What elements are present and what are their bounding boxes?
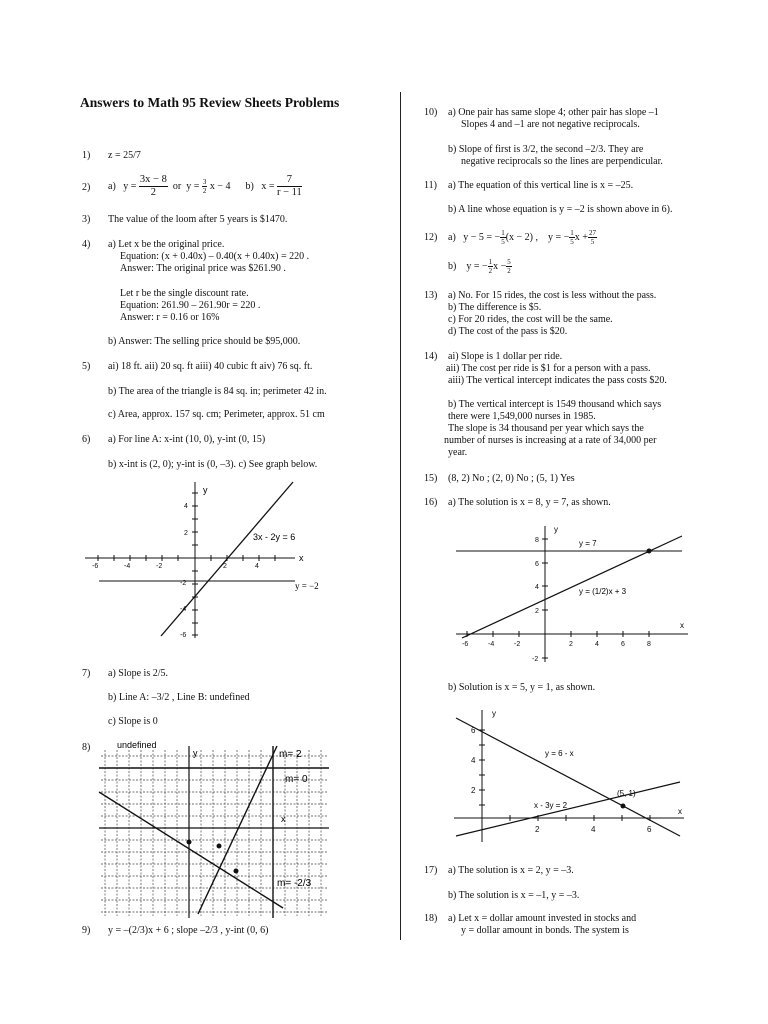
problem-15-number: 15) [424, 473, 438, 484]
y-tick: -6 [180, 632, 187, 639]
y-tick: 4 [184, 503, 188, 510]
problem-14-line: aii) The cost per ride is $1 for a person with a pass. [446, 363, 651, 374]
problem-11-number: 11) [424, 180, 437, 191]
y-tick: 2 [184, 530, 188, 537]
problem-12a-answer: a) y − 5 = − $\frac{1}{5}$ (x − 2) , y = − $\frac{1}{5}$ x + $\frac{27}{5}$ [448, 229, 596, 247]
line-slope-neg-2-3 [99, 792, 283, 908]
intersection-point [621, 804, 626, 809]
x-tick: -6 [92, 563, 99, 570]
x-tick: 2 [223, 563, 227, 570]
x-axis-label: x [680, 621, 684, 630]
problem-12b-answer: b) y = − $\frac{1}{2}$ x − $\frac{5}{2}$ [448, 258, 511, 276]
problem-5-line: c) Area, approx. 157 sq. cm; Perimeter, approx. 51 cm [108, 409, 325, 420]
x-tick: 4 [255, 563, 259, 570]
problem-10-line: negative reciprocals so the lines are perpendicular. [461, 156, 663, 167]
problem-14-line: aiii) The vertical intercept indicates the pass costs $20. [448, 375, 667, 386]
x-tick: 6 [647, 825, 652, 834]
problem-7-line: a) Slope is 2/5. [108, 668, 168, 679]
line-label-y-7: y = 7 [579, 539, 597, 548]
y-tick: 6 [471, 726, 476, 735]
problem-16-number: 16) [424, 497, 438, 508]
problem-13-line: d) The cost of the pass is $20. [448, 326, 568, 337]
problem-9-number: 9) [82, 925, 91, 936]
y-tick: -2 [532, 656, 539, 663]
x-tick: -4 [488, 641, 495, 648]
y-tick: -4 [180, 606, 187, 613]
problem-2-number: 2) [82, 182, 91, 193]
problem-6-number: 6) [82, 434, 91, 445]
problem-4-line: Answer: The original price was $261.90 . [120, 263, 286, 274]
problem-7-line: c) Slope is 0 [108, 716, 158, 727]
problem-4-line: Equation: (x + 0.40x) – 0.40(x + 0.40x) = 220 . [120, 251, 310, 262]
problem-13-line: a) No. For 15 rides, the cost is less without the pass. [448, 290, 657, 301]
y-tick: -2 [180, 580, 187, 587]
graph-problem-8 [95, 736, 335, 918]
problem-7-line: b) Line A: –3/2 , Line B: undefined [108, 692, 250, 703]
line-label-y-6-minus-x: y = 6 - x [545, 749, 574, 758]
x-tick: 2 [569, 641, 573, 648]
x-axis-label: x [299, 553, 304, 563]
x-tick: -6 [462, 641, 469, 648]
y-axis-label: y [193, 748, 198, 758]
problem-11-line: b) A line whose equation is y = –2 is shown above in 6). [448, 204, 673, 215]
problem-12-number: 12) [424, 232, 438, 243]
problem-4-line: b) Answer: The selling price should be $95,000. [108, 336, 301, 347]
y-axis-label: y [203, 485, 208, 495]
problem-15-answer: (8, 2) No ; (2, 0) No ; (5, 1) Yes [448, 473, 575, 484]
problem-14-line: ai) Slope is 1 dollar per ride. [448, 351, 563, 362]
point [187, 840, 192, 845]
label-m-2: m= 2 [279, 749, 302, 760]
problem-5-line: b) The area of the triangle is 84 sq. in; perimeter 42 in. [108, 386, 327, 397]
problem-16-line: b) Solution is x = 5, y = 1, as shown. [448, 682, 596, 693]
line-label-y-half-x-plus-3: y = (1/2)x + 3 [579, 587, 627, 596]
x-tick: -4 [124, 563, 131, 570]
problem-13-number: 13) [424, 290, 438, 301]
problem-4-line: a) Let x be the original price. [108, 239, 225, 250]
problem-6-line: b) x-int is (2, 0); y-int is (0, –3). c) See graph below. [108, 459, 318, 470]
problem-6-line: a) For line A: x-int (10, 0), y-int (0, 15) [108, 434, 266, 445]
problem-11-line: a) The equation of this vertical line is x = –25. [448, 180, 634, 191]
x-tick: 6 [621, 641, 625, 648]
y-axis-label: y [492, 709, 496, 718]
label-m-neg-2-3: m= -2/3 [277, 878, 312, 889]
x-axis-label: x [678, 807, 682, 816]
y-tick: 6 [535, 561, 539, 568]
y-tick: 4 [471, 756, 476, 765]
problem-10-number: 10) [424, 107, 438, 118]
problem-14-line: year. [448, 447, 468, 458]
problem-9-answer: y = –(2/3)x + 6 ; slope –2/3 , y-int (0, 6) [108, 925, 269, 936]
graph-problem-16b [450, 706, 690, 846]
x-tick: -2 [156, 563, 163, 570]
problem-5-line: ai) 18 ft. aii) 20 sq. ft aiii) 40 cubic ft aiv) 76 sq. ft. [108, 361, 313, 372]
label-m-0: m= 0 [285, 774, 308, 785]
problem-14-line: there were 1,549,000 nurses in 1985. [448, 411, 596, 422]
x-axis-label: x [281, 814, 286, 824]
label-undefined: undefined [117, 740, 157, 750]
problem-18-line: a) Let x = dollar amount invested in stocks and [448, 913, 637, 924]
problem-1-number: 1) [82, 150, 91, 161]
problem-14-line: b) The vertical intercept is 1549 thousand which says [448, 399, 662, 410]
problem-10-line: a) One pair has same slope 4; other pair has slope –1 [448, 107, 659, 118]
x-tick: 2 [535, 825, 540, 834]
point-label: (5, 1) [617, 789, 636, 798]
problem-10-line: Slopes 4 and –1 are not negative reciprocals. [461, 119, 640, 130]
intersection-point [647, 549, 652, 554]
problem-5-number: 5) [82, 361, 91, 372]
y-axis-label: y [554, 525, 558, 534]
x-tick: -2 [514, 641, 521, 648]
graph-problem-6 [85, 478, 355, 644]
y-tick: 8 [535, 537, 539, 544]
page-title: Answers to Math 95 Review Sheets Problems [80, 95, 340, 110]
problem-4-line: Answer: r = 0.16 or 16% [120, 312, 220, 323]
problem-7-number: 7) [82, 668, 91, 679]
graph-problem-16a [452, 522, 692, 668]
problem-13-line: b) The difference is $5. [448, 302, 542, 313]
x-tick: 4 [595, 641, 599, 648]
problem-8-number: 8) [82, 742, 91, 753]
point [234, 869, 239, 874]
problem-4-number: 4) [82, 239, 91, 250]
problem-3-number: 3) [82, 214, 91, 225]
problem-17-line: b) The solution is x = –1, y = –3. [448, 890, 580, 901]
problem-10-line: b) Slope of first is 3/2, the second –2/3. They are [448, 144, 644, 155]
problem-3-answer: The value of the loom after 5 years is $1470. [108, 214, 288, 225]
line-slope-2 [198, 746, 277, 914]
problem-14-number: 14) [424, 351, 438, 362]
problem-4-line: Equation: 261.90 – 261.90r = 220 . [120, 300, 261, 311]
y-tick: 2 [535, 608, 539, 615]
problem-14-line: The slope is 34 thousand per year which says the [448, 423, 644, 434]
line-label-y-neg2: y = −2 [295, 581, 319, 591]
problem-4-line: Let r be the single discount rate. [120, 288, 249, 299]
problem-16-line: a) The solution is x = 8, y = 7, as shown. [448, 497, 611, 508]
line-label-x-minus-3y-2: x - 3y = 2 [534, 801, 568, 810]
line-label-3x-2y-6: 3x - 2y = 6 [253, 532, 296, 542]
problem-17-line: a) The solution is x = 2, y = –3. [448, 865, 574, 876]
column-divider [400, 92, 401, 940]
problem-18-line: y = dollar amount in bonds. The system is [461, 925, 629, 936]
problem-18-number: 18) [424, 913, 438, 924]
problem-1-answer: z = 25/7 [108, 150, 141, 161]
point [217, 844, 222, 849]
y-tick: 2 [471, 786, 476, 795]
problem-13-line: c) For 20 rides, the cost will be the same. [448, 314, 613, 325]
x-tick: 8 [647, 641, 651, 648]
problem-2-answer: a) y = $\frac{3x - 8}{2}$ or y = $\frac{3}{2}$ x − 4 b) x = $\frac{7}{r - 11}$ [108, 174, 302, 199]
problem-14-line: number of nurses is increasing at a rate of 34,000 per [444, 435, 657, 446]
problem-17-number: 17) [424, 865, 438, 876]
x-tick: 4 [591, 825, 596, 834]
y-tick: 4 [535, 584, 539, 591]
